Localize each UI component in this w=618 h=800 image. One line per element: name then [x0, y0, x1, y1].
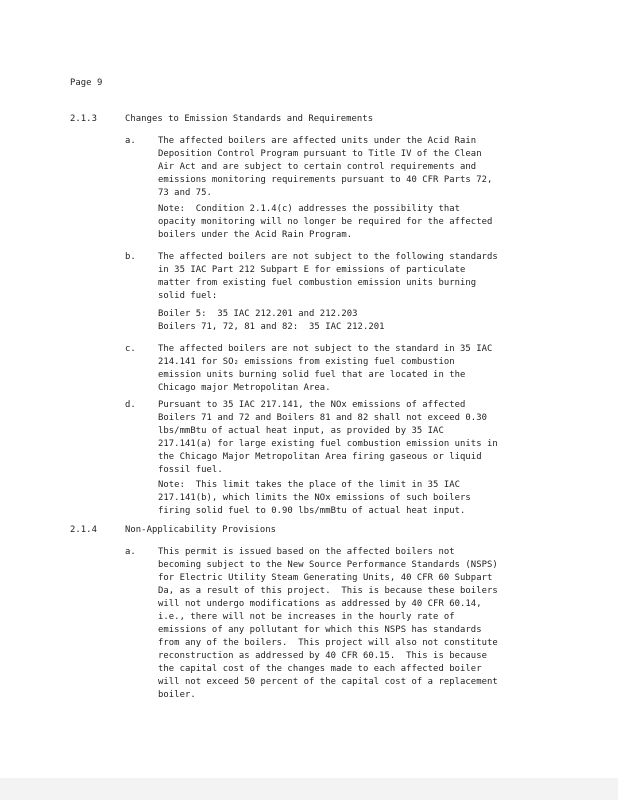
- page-bottom-margin: [0, 778, 618, 800]
- text-line: will not undergo modifications as addressed by 40 CFR 60.14,: [158, 599, 482, 609]
- note-line: opacity monitoring will no longer be required for the affected: [158, 217, 493, 227]
- text-line: 217.141(a) for large existing fuel combustion emission units in: [158, 439, 498, 449]
- text-line: the capital cost of the changes made to each affected boiler: [158, 664, 482, 674]
- note-line: boilers under the Acid Rain Program.: [158, 230, 353, 240]
- text-line: 73 and 75.: [158, 188, 212, 198]
- text-line: This permit is issued based on the affected boilers not: [158, 547, 455, 557]
- text-line: Da, as a result of this project. This is because these boilers: [158, 586, 498, 596]
- text-line: Air Act and are subject to certain control requirements and: [158, 162, 477, 172]
- text-line: Chicago major Metropolitan Area.: [158, 383, 331, 393]
- item-letter: a.: [125, 547, 136, 557]
- text-line: Pursuant to 35 IAC 217.141, the NOx emissions of affected: [158, 400, 466, 410]
- text-line: for Electric Utility Steam Generating Units, 40 CFR 60 Subpart: [158, 573, 493, 583]
- note-line: 217.141(b), which limits the NOx emissions of such boilers: [158, 493, 471, 503]
- note-line: Note: Condition 2.1.4(c) addresses the possibility that: [158, 204, 461, 214]
- text-line: emissions monitoring requirements pursuant to 40 CFR Parts 72,: [158, 175, 493, 185]
- section-number-2-1-4: 2.1.4: [70, 525, 97, 535]
- item-letter: c.: [125, 344, 136, 354]
- item-letter: a.: [125, 136, 136, 146]
- note-line: firing solid fuel to 0.90 lbs/mmBtu of actual heat input.: [158, 506, 466, 516]
- text-line: becoming subject to the New Source Performance Standards (NSPS): [158, 560, 498, 570]
- text-line: i.e., there will not be increases in the hourly rate of: [158, 612, 455, 622]
- text-line: lbs/mmBtu of actual heat input, as provided by 35 IAC: [158, 426, 444, 436]
- text-line: matter from existing fuel combustion emission units burning: [158, 278, 477, 288]
- text-line: Boilers 71 and 72 and Boilers 81 and 82 shall not exceed 0.30: [158, 413, 487, 423]
- text-line: from any of the boilers. This project will also not constitute: [158, 638, 498, 648]
- item-letter: b.: [125, 252, 136, 262]
- text-line: 214.141 for SO₂ emissions from existing fuel combustion: [158, 357, 455, 367]
- text-line: will not exceed 50 percent of the capital cost of a replacement: [158, 677, 498, 687]
- text-line: reconstruction as addressed by 40 CFR 60.15. This is because: [158, 651, 487, 661]
- section-title-2-1-3: Changes to Emission Standards and Requirements: [125, 114, 374, 124]
- text-line: Deposition Control Program pursuant to Title IV of the Clean: [158, 149, 482, 159]
- text-line: fossil fuel.: [158, 465, 223, 475]
- text-line: The affected boilers are not subject to the standard in 35 IAC: [158, 344, 493, 354]
- text-line: solid fuel:: [158, 291, 218, 301]
- list-item: Boiler 5: 35 IAC 212.201 and 212.203: [158, 309, 358, 319]
- text-line: emissions of any pollutant for which this NSPS has standards: [158, 625, 482, 635]
- section-title-2-1-4: Non-Applicability Provisions: [125, 525, 277, 535]
- text-line: boiler.: [158, 690, 196, 700]
- text-line: The affected boilers are not subject to the following standards: [158, 252, 498, 262]
- text-line: in 35 IAC Part 212 Subpart E for emissions of particulate: [158, 265, 466, 275]
- section-number-2-1-3: 2.1.3: [70, 114, 97, 124]
- list-item: Boilers 71, 72, 81 and 82: 35 IAC 212.201: [158, 322, 385, 332]
- page-number: Page 9: [70, 78, 103, 88]
- text-line: the Chicago Major Metropolitan Area firing gaseous or liquid: [158, 452, 482, 462]
- text-line: emission units burning solid fuel that are located in the: [158, 370, 466, 380]
- item-letter: d.: [125, 400, 136, 410]
- text-line: The affected boilers are affected units under the Acid Rain: [158, 136, 477, 146]
- note-line: Note: This limit takes the place of the limit in 35 IAC: [158, 480, 461, 490]
